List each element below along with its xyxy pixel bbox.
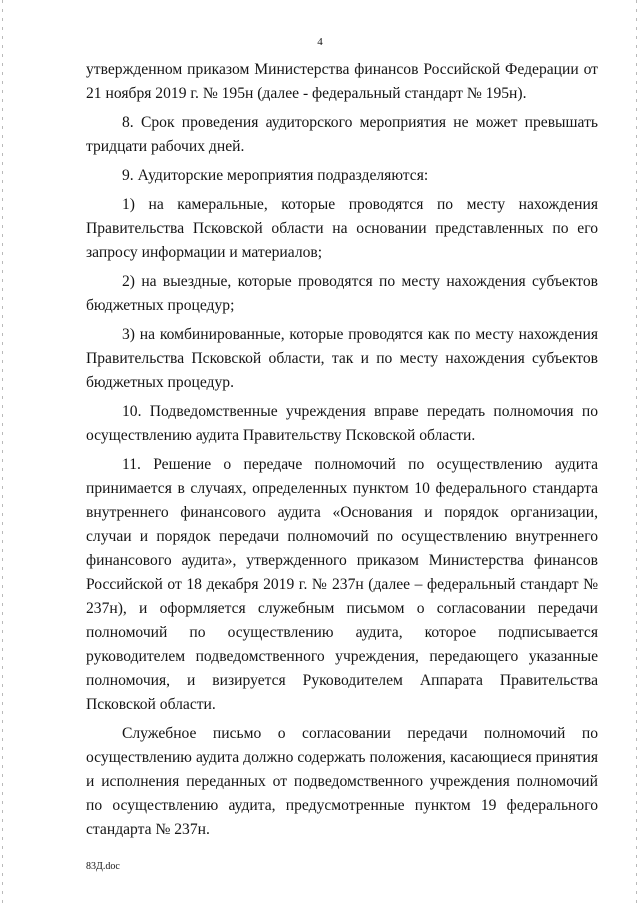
paragraph-subitem-2: 2) на выездные, которые проводятся по месту нахождения субъектов бюджетных процедур; [86, 273, 598, 314]
scan-edge-left [2, 0, 3, 905]
footer-filename: 83Д.doc [86, 861, 120, 872]
paragraph-subitem-3: 3) на комбинированные, которые проводятся как по месту нахождения Правительства Псковской области, так и по месту нахождения субъектов бюджетных процедур. [86, 326, 598, 391]
paragraph-continuation: утвержденном приказом Министерства финансов Российской Федерации от 21 ноября 2019 г. № 195н (далее - федеральный стандарт № 195н). [86, 61, 598, 102]
paragraph-item-10: 10. Подведомственные учреждения вправе передать полномочия по осуществлению аудита Правительству Псковской области. [86, 403, 598, 444]
paragraph-subitem-1: 1) на камеральные, которые проводятся по месту нахождения Правительства Псковской области на основании представленных по его запросу информации и материалов; [86, 196, 598, 261]
page-number: 4 [317, 36, 323, 48]
scan-edge-right [636, 0, 637, 905]
paragraph-service-letter: Служебное письмо о согласовании передачи полномочий по осуществлению аудита должно содержать положения, касающиеся принятия и исполнения переданных от подведомственного учреждения полномочий по осуществлению аудита, предусмотренные пунктом 19 федерального стандарта № 237н. [86, 725, 598, 838]
paragraph-item-11: 11. Решение о передаче полномочий по осуществлению аудита принимается в случаях, определенных пунктом 10 федерального стандарта внутреннего финансового аудита «Основания и порядок организации, случаи и порядок передачи полномочий по осуществлению внутреннего финансового аудита», утвержденного приказом Министерства финансов Российской от 18 декабря 2019 г. № 237н (далее – федеральный стандарт № 237н), и оформляется служебным письмом о согласовании передачи полномочий по осуществлению аудита, которое подписывается руководителем подведомственного учреждения, передающего указанные полномочия, и визируется Руководителем Аппарата Правительства Псковской области. [86, 456, 598, 713]
document-body [86, 58, 598, 847]
paragraph-item-9: 9. Аудиторские мероприятия подразделяются: [122, 167, 429, 184]
paragraph-item-8: 8. Срок проведения аудиторского мероприятия не может превышать тридцати рабочих дней. [86, 114, 598, 155]
